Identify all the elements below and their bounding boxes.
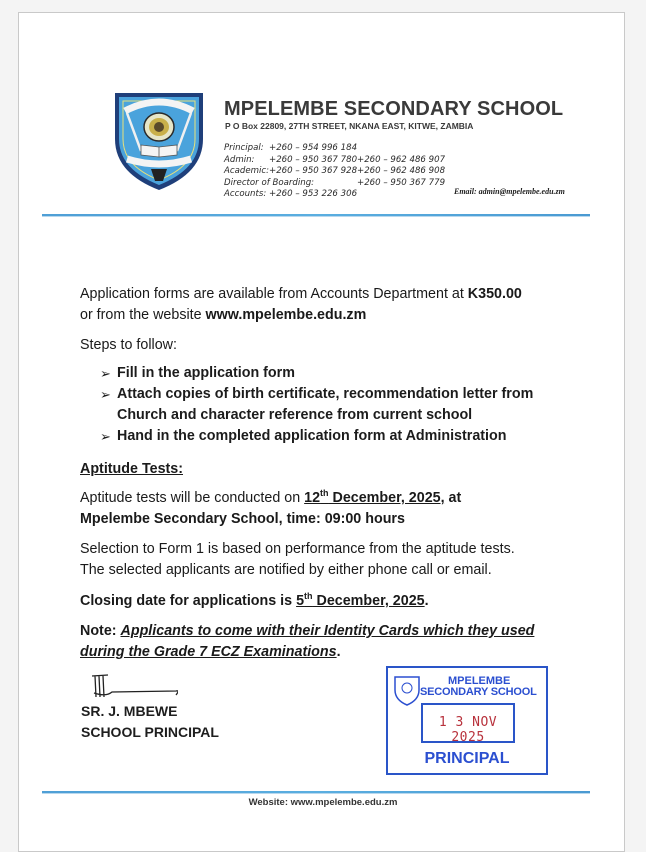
application-fee: K350.00 [467,286,522,302]
note-text: during the Grade 7 ECZ Examinations [80,644,337,660]
step-text: Attach copies of birth certificate, recommendation letter from [117,386,534,402]
aptitude-date: 12th December, 2025, [304,488,445,506]
aptitude-line-1 [80,488,461,509]
stamp-date: 1 3 NOV 2025 [438,715,498,745]
step-item [100,384,533,405]
aptitude-venue-time: Mpelembe Secondary School, time: 09:00 hours [80,511,405,527]
contact-label: Admin: [224,154,255,165]
principal-stamp [386,666,548,775]
note-line-1 [80,621,534,642]
arrow-bullet-icon: ➢ [100,366,111,381]
contact-phone-alt: +260 – 950 367 779 [357,177,446,188]
aptitude-text: at [444,490,462,506]
stamp-school-line-1: MPELEMBE [448,675,511,687]
step-item [100,426,533,447]
closing-date-line [80,591,429,612]
signatory-block [81,701,219,743]
stamp-crest-icon [394,676,420,706]
closing-text: . [424,593,429,609]
steps-list [100,363,533,447]
step-text: Church and character reference from current school [117,407,473,423]
closing-date: 5th December, 2025 [296,591,425,609]
stamp-role: PRINCIPAL [424,750,510,767]
step-text: Hand in the completed application form at Administration [117,428,507,444]
website-link[interactable]: www.mpelembe.edu.zm [205,307,367,323]
signatory-title: SCHOOL PRINCIPAL [81,724,219,740]
contact-label: Principal: [224,143,264,153]
signatory-name: SR. J. MBEWE [81,703,178,719]
intro-text: Application forms are available from Accounts Department at [80,286,468,302]
closing-text: Closing date for applications is [80,593,297,609]
header-divider [42,214,590,217]
selection-line-2: The selected applicants are notified by either phone call or email. [80,562,492,578]
step-item-continued [100,405,533,426]
note-text: . [336,644,341,660]
aptitude-heading [80,459,183,480]
intro-line-2 [80,305,366,326]
school-address: P O Box 22809, 27TH STREET, NKANA EAST, KITWE, ZAMBIA [225,121,474,131]
contact-label: Director of Boarding: [224,177,315,188]
note-label: Note: [80,623,121,639]
footer-website: Website: www.mpelembe.edu.zm [248,797,398,808]
contact-label: Academic: [224,166,269,176]
school-name: MPELEMBE SECONDARY SCHOOL [224,98,564,120]
contact-phone-alt: +260 – 962 486 908 [357,166,446,176]
step-item [100,363,533,384]
stamp-school-line-2: SECONDARY SCHOOL [420,686,537,698]
school-crest-icon [111,89,207,193]
note-line-2 [80,642,341,663]
arrow-bullet-icon: ➢ [100,429,111,444]
signature-icon [88,673,178,703]
selection-line-1: Selection to Form 1 is based on performance from the aptitude tests. [80,541,515,557]
contact-phone: +260 – 950 367 928 [269,166,358,176]
stamp-date-box [421,703,515,743]
footer-divider [42,791,590,794]
contact-phone: +260 – 953 226 306 [269,189,358,199]
aptitude-text: Aptitude tests will be conducted on [80,490,305,506]
note-text: Applicants to come with their Identity Cards which they used [120,623,535,639]
steps-heading: Steps to follow: [80,337,177,353]
aptitude-line-2 [80,509,405,530]
contact-phone-alt: +260 – 962 486 907 [357,154,446,165]
contact-phone: +260 – 954 996 184 [269,143,358,153]
school-email: Email: admin@mpelembe.edu.zm [454,187,565,196]
intro-line-1 [80,284,522,305]
contact-label: Accounts: [224,189,267,199]
intro-text: or from the website [80,307,206,323]
contact-phone: +260 – 950 367 780 [269,154,358,165]
step-text: Fill in the application form [117,365,295,381]
arrow-bullet-icon: ➢ [100,387,111,402]
aptitude-heading-text: Aptitude Tests: [80,461,183,477]
